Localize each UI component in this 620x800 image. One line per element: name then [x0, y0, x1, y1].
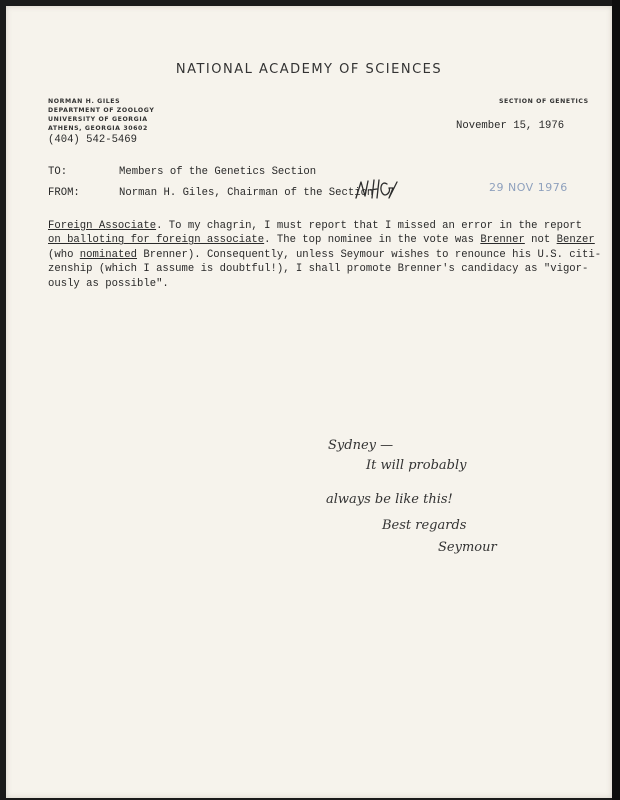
- body-nominated: nominated: [79, 248, 138, 261]
- body-not: not: [524, 234, 557, 247]
- body-line-2: [48, 233, 595, 247]
- initials-signature-drawing: [353, 176, 405, 202]
- body-line-1-text: . To my chagrin, I must report that I missed an error in the report: [156, 220, 583, 232]
- letterhead-title: NATIONAL ACADEMY OF SCIENCES: [175, 62, 443, 77]
- handwritten-line-2: It will probably: [366, 458, 467, 473]
- handwritten-line-5: Seymour: [438, 540, 497, 555]
- received-date-stamp: 29 NOV 1976: [489, 181, 568, 194]
- body-line-4: zenship (which I assume is doubtful!), I shall promote Brenner's candidacy as "vigor-: [48, 263, 589, 276]
- sender-phone: (404) 542-5469: [48, 134, 138, 146]
- body-line-2-text: . The top nominee in the vote was: [264, 234, 481, 247]
- from-value: Norman H. Giles, Chairman of the Section: [119, 187, 374, 199]
- body-line-1: [48, 219, 588, 233]
- body-line-5: ously as possible".: [48, 277, 169, 290]
- memo-date: November 15, 1976: [456, 120, 565, 132]
- body-heading: Foreign Associate: [48, 220, 157, 232]
- sender-department: DEPARTMENT OF ZOOLOGY: [48, 107, 155, 114]
- handwritten-line-1: Sydney —: [328, 438, 394, 453]
- scan-edge: [612, 0, 620, 800]
- handwritten-line-4: Best regards: [382, 518, 467, 533]
- from-label: FROM:: [48, 187, 80, 199]
- body-line-3-text: Brenner). Consequently, unless Seymour wishes to renounce his U.S. citi-: [137, 248, 602, 261]
- body-line-3: [48, 248, 602, 262]
- body-line-2-underlined: on balloting for foreign associate: [48, 234, 265, 247]
- initials-signature: [353, 176, 405, 207]
- section-name: SECTION OF GENETICS: [499, 98, 589, 105]
- body-line-3-start: (who: [48, 248, 80, 261]
- sender-university: UNIVERSITY OF GEORGIA: [48, 116, 148, 123]
- to-value: Members of the Genetics Section: [119, 166, 317, 178]
- memo-body: [48, 219, 602, 291]
- sender-city: ATHENS, GEORGIA 30602: [48, 125, 148, 132]
- letter-page: [6, 6, 612, 798]
- body-brenner: Brenner: [480, 234, 525, 247]
- body-benzer: Benzer: [556, 234, 595, 247]
- to-label: TO:: [48, 166, 68, 178]
- sender-name: NORMAN H. GILES: [48, 98, 121, 105]
- handwritten-line-3: always be like this!: [326, 492, 453, 507]
